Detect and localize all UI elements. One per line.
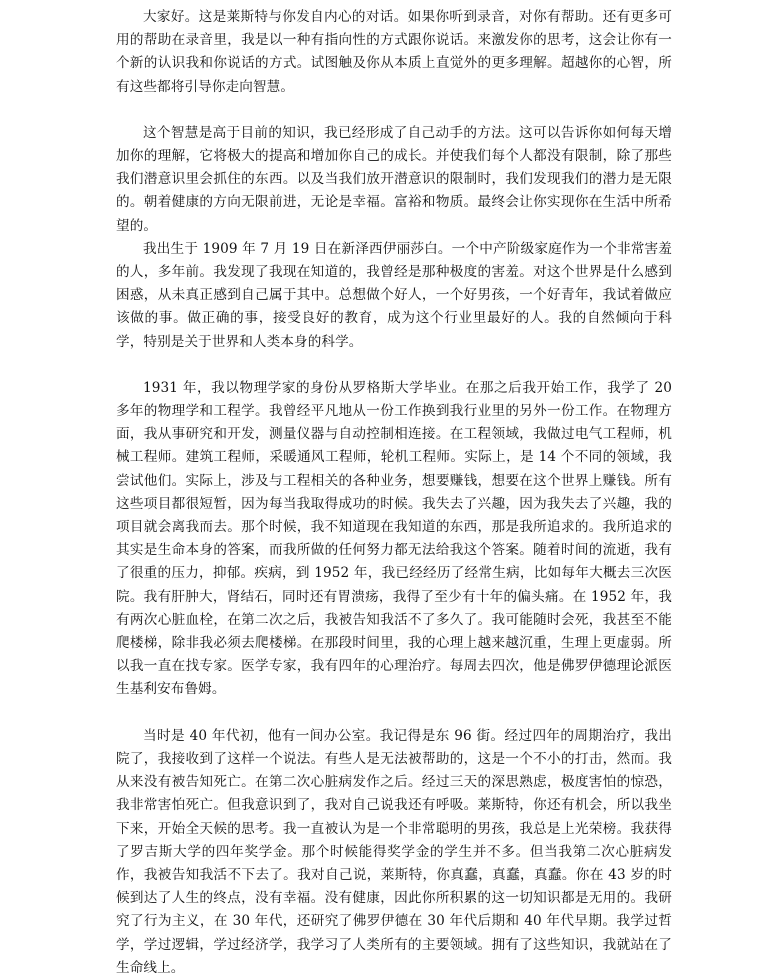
paragraph-turning-point: 当时是 40 年代初，他有一间办公室。我记得是东 96 街。经过四年的周期治疗，我出院了，我接收到了这样一个说法。有些人是无法被帮助的，这是一个不小的打击，然而。我从来没有被告知死亡。在第二次心脏病发作之后。经过三天的深思熟虑，极度害怕的惊恐，我非常害怕死亡。但我意识到了，我对自己说我还有呼吸。莱斯特，你还有机会，所以我坐下来，开始全天候的思考。我一直被认为是一个非常聪明的男孩，我总是上光荣榜。我获得了罗吉斯大学的四年奖学金。那个时候能得奖学金的学生并不多。但当我第二次心脏病发作，我被告知我活不下去了。我对自己说，莱斯特，你真蠢，真蠢，真蠢。你在 43 岁的时候到达了人生的终点，没有幸福。没有健康，因此你所积累的这一切知识都是无用的。我研究了行为主义，在 30 年代，还研究了佛罗伊德在 30 年代后期和 40 年代早期。我学过哲学，学过逻辑，学过经济学，我学习了人类所有的主要领域。拥有了这些知识，我就站在了生命线上。: [116, 727, 672, 976]
paragraph-birth: 我出生于 1909 年 7 月 19 日在新泽西伊丽莎白。一个中产阶级家庭作为一个非常害羞的人，多年前。我发现了我现在知道的，我曾经是那种极度的害羞。对这个世界是什么感到困惑，从未真正感到自己属于其中。总想做个好人，一个好男孩，一个好青年，我试着做应该做的事。做正确的事，接受良好的教育，成为这个行业里最好的人。我的自然倾向于科学，特别是关于世界和人类本身的科学。: [116, 240, 672, 350]
document-body: [116, 6, 672, 980]
paragraph-intro: 大家好。这是莱斯特与你发自内心的对话。如果你听到录音，对你有帮助。还有更多可用的帮助在录音里，我是以一种有指向性的方式跟你说话。来激发你的思考，这会让你有一个新的认识我和你说话的方式。试图触及你从本质上直觉外的更多理解。超越你的心智，所有这些都将引导你走向智慧。: [116, 9, 672, 95]
paragraph-wisdom: 这个智慧是高于目前的知识，我已经形成了自己动手的方法。这可以告诉你如何每天增加你的理解，它将极大的提高和增加你自己的成长。并使我们每个人都没有限制，除了那些我们潜意识里会抓住的东西。以及当我们放开潜意识的限制时，我们发现我们的潜力是无限的。朝着健康的方向无限前进，无论是幸福。富裕和物质。最终会让你实现你在生活中所希望的。: [116, 124, 672, 234]
paragraph-career: 1931 年，我以物理学家的身份从罗格斯大学毕业。在那之后我开始工作，我学了 20 多年的物理学和工程学。我曾经平凡地从一份工作换到我行业里的另外一份工作。在物理方面，我从事研究和开发，测量仪器与自动控制相连接。在工程领域，我做过电气工程师，机械工程师。建筑工程师，采暖通风工程师，轮机工程师。实际上，是 14 个不同的领域，我尝试他们。实际上，涉及与工程相关的各种业务，想要赚钱，想要在这个世界上赚钱。所有这些项目都很短暂，因为每当我取得成功的时候。我失去了兴趣，因为我失去了兴趣，我的项目就会离我而去。那个时候，我不知道现在我知道的东西，那是我所追求的。我所追求的其实是生命本身的答案，而我所做的任何努力都无法给我这个答案。随着时间的流逝，我有了很重的压力，抑郁。疾病，到 1952 年，我已经经历了经常生病，比如每年大概去三次医院。我有肝肿大，肾结石，同时还有胃溃疡，我得了至少有十年的偏头痛。在 1952 年，我有两次心脏血栓，在第二次之后，我被告知我活不了多久了。我可能随时会死，我甚至不能爬楼梯，除非我必须去爬楼梯。在那段时间里，我的心理上越来越沉重，生理上更虚弱。所以我一直在找专家。医学专家，我有四年的心理治疗。每周去四次，他是佛罗伊德理论派医生基利安布鲁姆。: [116, 379, 672, 698]
